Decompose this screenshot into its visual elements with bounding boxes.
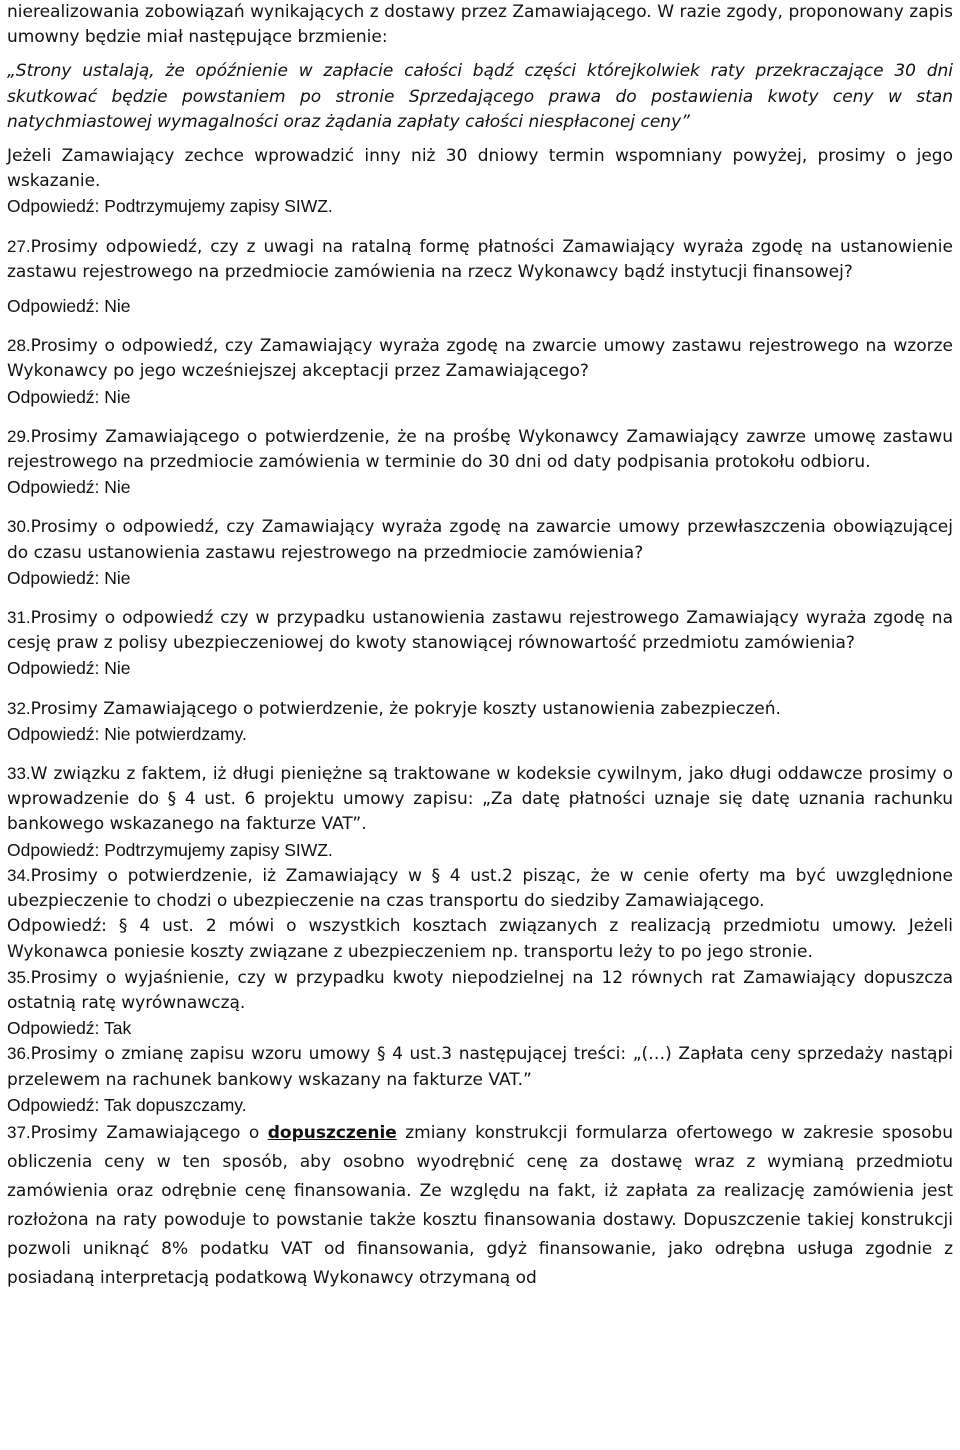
question-29 — [7, 424, 953, 501]
intro-note: Jeżeli Zamawiający zechce wprowadzić inny niż 30 dniowy termin wspomniany powyżej, prosimy o jego wskazanie. — [7, 146, 953, 192]
question-text: 31.Prosimy o odpowiedź czy w przypadku ustanowienia zastawu rejestrowego Zamawiający wyraża zgodę na cesję praw z polisy ubezpieczeniowej do kwoty stanowiącej równowartość przedmiotu zamówienia? — [7, 608, 953, 654]
answer: Odpowiedź: Nie — [7, 477, 131, 498]
question-32 — [7, 696, 953, 747]
answer: Odpowiedź: § 4 ust. 2 mówi o wszystkich kosztach związanych z realizacją przedmiotu umowy. Jeżeli Wykonawca poniesie koszty związane z ubezpieczeniem np. transportu leży to po jego stronie. — [7, 916, 953, 962]
question-30 — [7, 514, 953, 591]
question-37 — [7, 1118, 953, 1293]
question-text: 28.Prosimy o odpowiedź, czy Zamawiający wyraża zgodę na zwarcie umowy zastawu rejestrowego na wzorze Wykonawcy po jego wcześniejszej akceptacji przez Zamawiającego? — [7, 336, 953, 382]
question-27 — [7, 234, 953, 320]
question-text: 32.Prosimy Zamawiającego o potwierdzenie, że pokryje koszty ustanowienia zabezpieczeń. — [7, 698, 781, 719]
intro-answer: Odpowiedź: Podtrzymujemy zapisy SIWZ. — [7, 196, 333, 217]
question-31 — [7, 605, 953, 682]
emphasized-word: dopuszczenie — [267, 1122, 397, 1143]
question-text: 36.Prosimy o zmianę zapisu wzoru umowy § 4 ust.3 następującej treści: „(…) Zapłata ceny sprzedaży nastąpi przelewem na rachunek bankowy wskazany na fakturze VAT.” — [7, 1044, 953, 1090]
answer: Odpowiedź: Nie — [7, 386, 131, 407]
answer: Odpowiedź: Nie — [7, 296, 131, 317]
question-text: 30.Prosimy o odpowiedź, czy Zamawiający wyraża zgodę na zawarcie umowy przewłaszczenia obowiązującej do czasu ustanowienia zastawu rejestrowego na przedmiocie zamówienia? — [7, 517, 953, 563]
question-34 — [7, 863, 953, 965]
question-36 — [7, 1041, 953, 1118]
answer: Odpowiedź: Podtrzymujemy zapisy SIWZ. — [7, 839, 333, 860]
question-text: 37.Prosimy Zamawiającego o dopuszczenie zmiany konstrukcji formularza ofertowego w zakresie sposobu obliczenia ceny w ten sposób, aby osobno wyodrębnić cenę za dostawę wraz z wymianą przedmiotu zamówienia oraz odrębnie cenę finansowania. Ze względu na fakt, iż zapłata za realizację zamówienia jest rozłożona na raty powoduje to powstanie także kosztu finansowania dostawy. Dopuszczenie takiej konstrukcji pozwoli uniknąć 8% podatku VAT od finansowania, gdyż finansowanie, jako odrębna usługa zgodnie z posiadaną interpretacją podatkową Wykonawcy otrzymaną od — [7, 1122, 953, 1288]
question-number: 34. — [7, 865, 31, 885]
question-number: 36. — [7, 1044, 31, 1064]
answer: Odpowiedź: Tak dopuszczamy. — [7, 1094, 247, 1115]
quoted-contract-clause: „Strony ustalają, że opóźnienie w zapłacie całości bądź części którejkolwiek raty przekraczające 30 dni skutkować będzie powstaniem po stronie Sprzedającego prawa do postawienia kwoty ceny w stan natychmiastowej wymagalności oraz żądania zapłaty całości niespłaconej ceny” — [7, 61, 953, 132]
intro-paragraph: nierealizowania zobowiązań wynikających z dostawy przez Zamawiającego. W razie zgody, proponowany zapis umowny będzie miał następujące brzmienie: — [7, 2, 953, 48]
question-number: 30. — [7, 517, 31, 537]
question-number: 31. — [7, 608, 31, 628]
answer: Odpowiedź: Nie potwierdzamy. — [7, 723, 247, 744]
question-text: 34.Prosimy o potwierdzenie, iż Zamawiający w § 4 ust.2 pisząc, że w cenie oferty ma być uwzględnione ubezpieczenie to chodzi o ubezpieczenie na czas transportu do siedziby Zamawiającego. — [7, 865, 953, 912]
question-text: 27.Prosimy odpowiedź, czy z uwagi na ratalną formę płatności Zamawiający wyraża zgodę na ustanowienie zastawu rejestrowego na przedmiocie zamówienia na rzecz Wykonawcy bądź instytucji finansowej? — [7, 236, 953, 282]
question-35 — [7, 965, 953, 1042]
question-text: 35.Prosimy o wyjaśnienie, czy w przypadku kwoty niepodzielnej na 12 równych rat Zamawiający dopuszcza ostatnią ratę wyrównawczą. — [7, 967, 953, 1013]
question-number: 27. — [7, 236, 31, 256]
question-33 — [7, 761, 953, 863]
question-number: 33. — [7, 764, 31, 784]
answer: Odpowiedź: Tak — [7, 1018, 132, 1039]
answer: Odpowiedź: Nie — [7, 658, 131, 679]
document-page — [7, 0, 953, 1293]
question-number: 28. — [7, 336, 31, 356]
question-number: 29. — [7, 426, 31, 446]
question-text: 29.Prosimy Zamawiającego o potwierdzenie, że na prośbę Wykonawcy Zamawiający zawrze umowę zastawu rejestrowego na przedmiocie zamówienia w terminie do 30 dni od daty podpisania protokołu odbioru. — [7, 426, 953, 473]
question-number: 37. — [7, 1122, 31, 1142]
question-28 — [7, 333, 953, 410]
answer: Odpowiedź: Nie — [7, 567, 131, 588]
question-number: 32. — [7, 698, 31, 718]
question-number: 35. — [7, 967, 31, 987]
question-text: 33.W związku z faktem, iż długi pieniężne są traktowane w kodeksie cywilnym, jako długi oddawcze prosimy o wprowadzenie do § 4 ust. 6 projektu umowy zapisu: „Za datę płatności uznaje się datę uznania rachunku bankowego wskazanego na fakturze VAT”. — [7, 764, 953, 835]
